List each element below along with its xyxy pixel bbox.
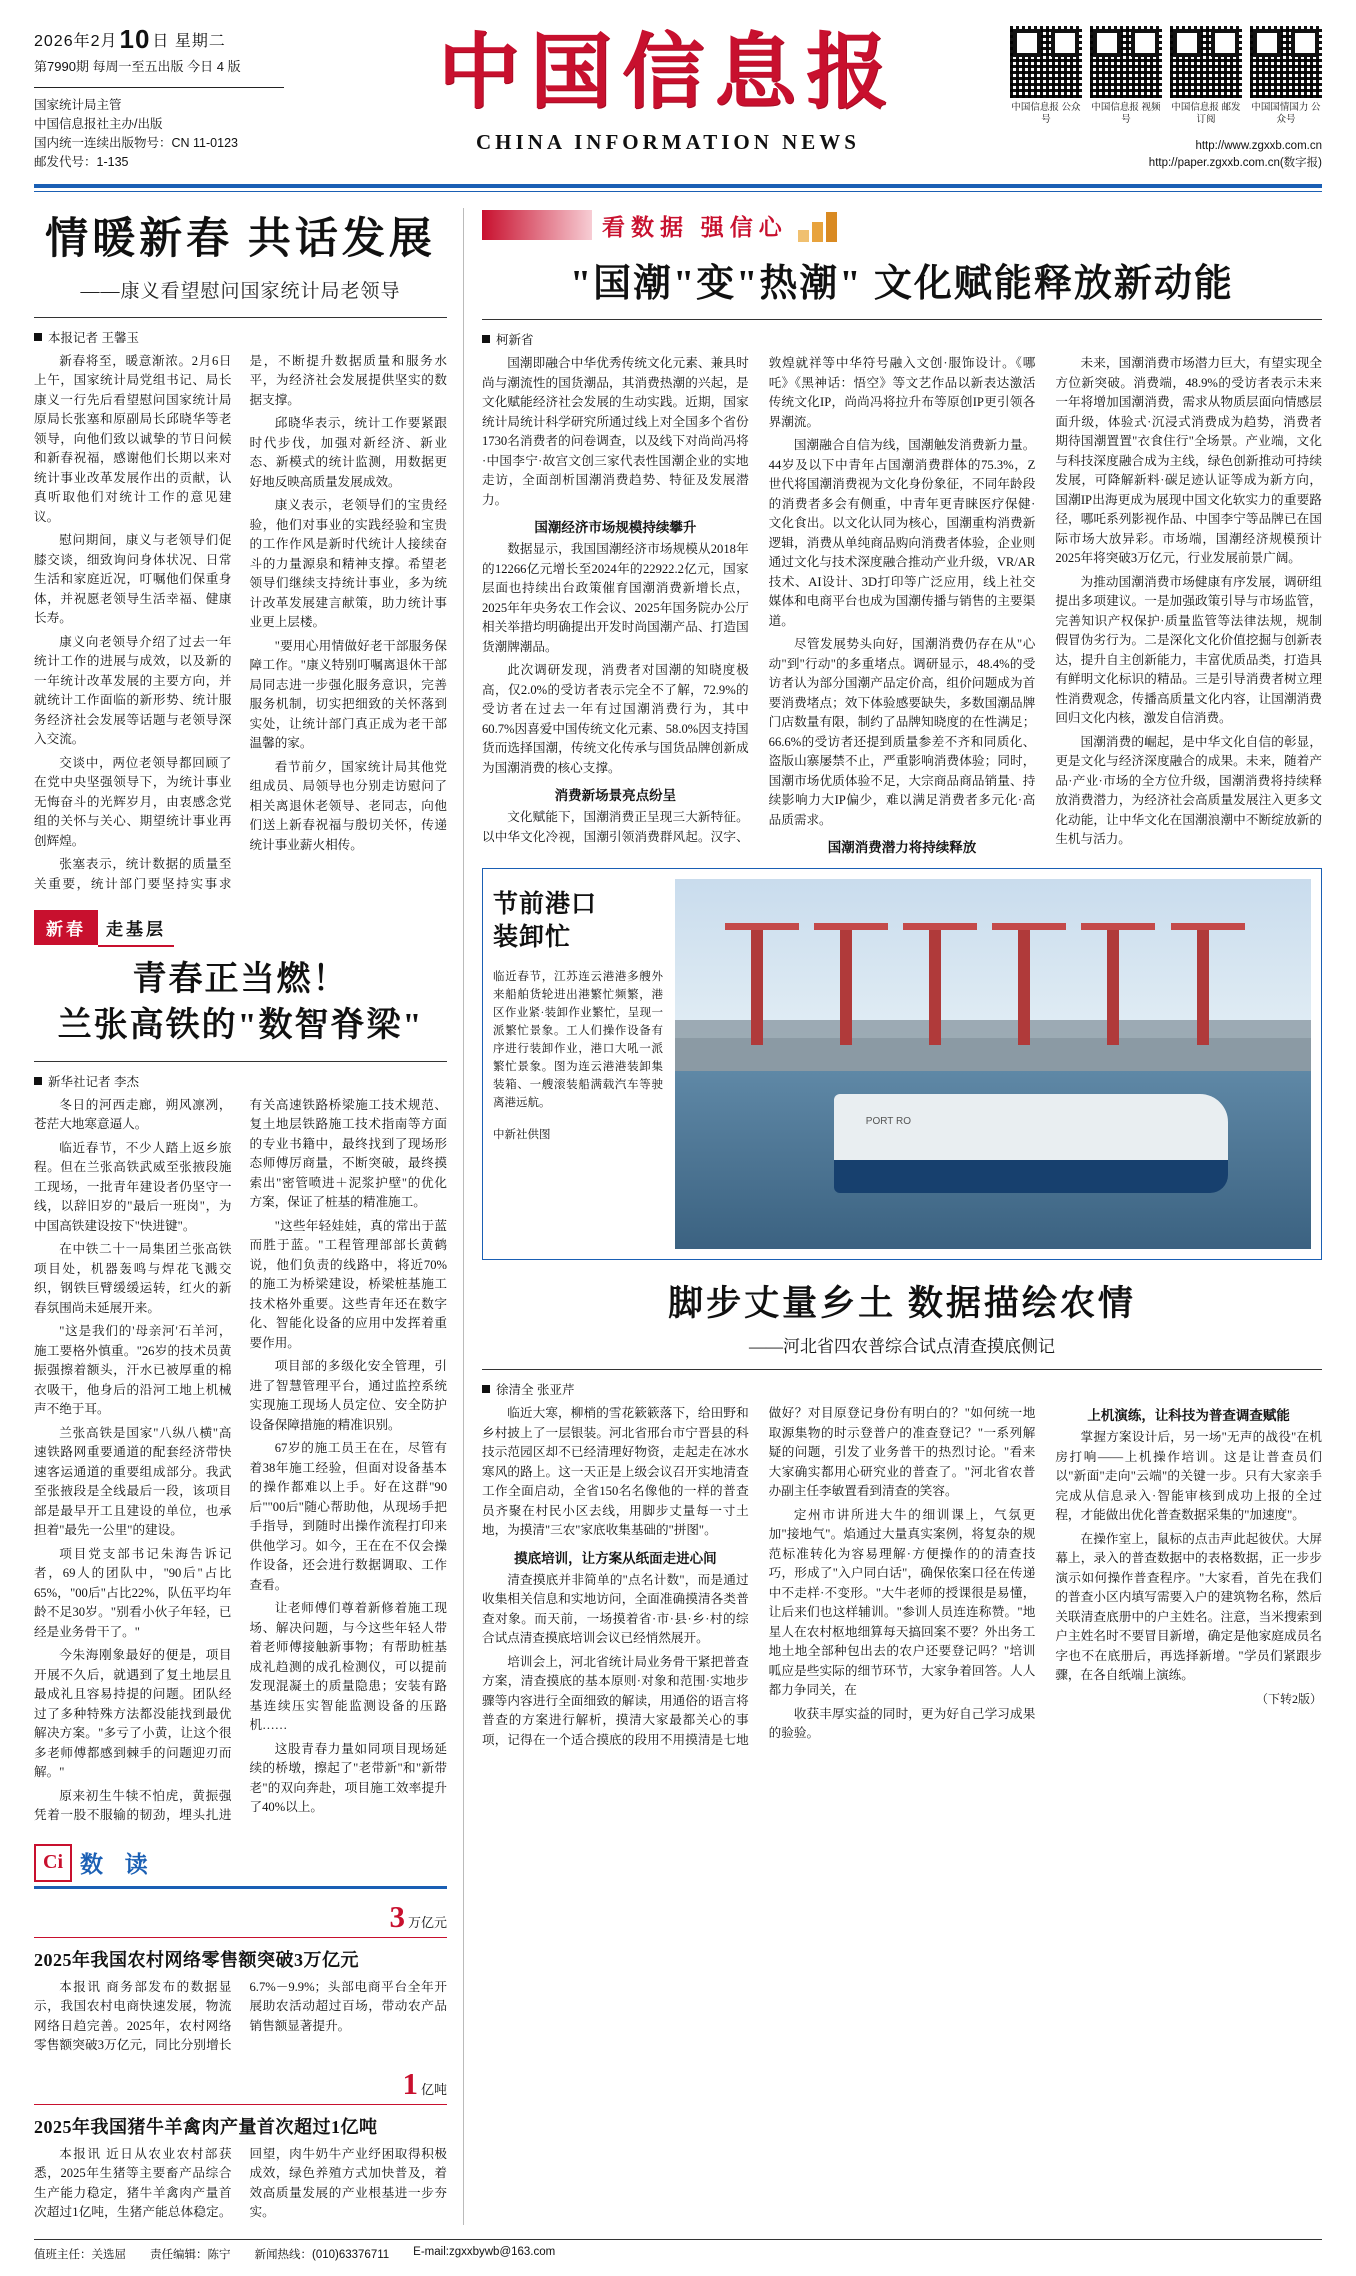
port-photo — [675, 879, 1311, 1249]
article1-byline-text: 本报记者 王馨玉 — [48, 330, 139, 345]
feature-headline: "国潮"变"热潮" 文化赋能释放新动能 — [570, 263, 1234, 305]
paragraph: 慰问期间，康义与老领导们促膝交谈，细致询问身体状况、日常生活和家庭近况，叮嘱他们保重身体，并祝愿老领导生活幸福、健康长寿。 — [34, 533, 232, 626]
shudu-item-body — [34, 2145, 447, 2225]
qr-item[interactable] — [1010, 26, 1082, 126]
shudu-number: 3 — [389, 1898, 405, 1934]
paragraph: 文化赋能下，国潮消费正呈现三大新特征。以中华文化冷视，国潮引领消费群风起。汉字、敦煌就祥等中华符号融入文创·服饰设计。《哪吒》《黑神话：悟空》等文艺作品以新表达激活传统文化IP，尚尚冯将拉升布等原创IP更引领各界潮流。 — [482, 356, 1036, 844]
kanshuju-banner — [482, 208, 1322, 242]
masthead-right — [1002, 26, 1322, 172]
article1-rule — [34, 317, 447, 318]
qr-item[interactable] — [1170, 26, 1242, 126]
qr-caption: 中国国情国力 公众号 — [1251, 102, 1321, 125]
section-tag-primary: 新春 — [34, 910, 98, 945]
article4-byline — [482, 1380, 1322, 1398]
masthead-left — [34, 26, 334, 172]
info-line-1: 中国信息报社主办/出版 — [34, 117, 163, 131]
header-rule-thick — [34, 184, 1322, 188]
date-day: 10 — [119, 24, 151, 54]
qr-code-icon[interactable] — [1170, 26, 1242, 98]
bullet-square-icon — [482, 1385, 490, 1393]
paragraph: 67岁的施工员王在在，尽管有着38年施工经验，但面对设备基本的操作都难以上手。好在这群"90后""00后"随心帮助他，从现场手把手指导，到随时出操作流程打印来供他学习。如今，王在在不仅会操作设备，还会进行数据调取、工作查看。 — [249, 1441, 447, 1592]
article1-subhead: ——康义看望慰问国家统计局老领导 — [80, 280, 401, 302]
article1-body — [34, 352, 447, 895]
paragraph: 掌握方案设计后，另一场"无声的战役"在机房打响——上机操作培训。这是让普查员们以"新面"走向"云端"的关键一步。只有大家亲手完成从信息录入·智能审核到成功上报的全过程，才能做出优化普查数据采集的"加速度"。 — [1055, 1430, 1322, 1522]
paragraph: "这是我们的'母亲河'石羊河，施工要格外慎重。"26岁的技术员黄振强擦着额头，汗水已被厚重的棉衣吸干，他身后的沿河工地上机械声不绝于耳。 — [34, 1324, 232, 1417]
issue-info: 第7990期 每周一至五出版 今日 4 版 — [34, 59, 241, 74]
section-tag — [34, 910, 447, 947]
masthead-info — [34, 96, 334, 172]
bullet-square-icon — [34, 1077, 42, 1085]
photo-title-line2: 装卸忙 — [493, 923, 572, 951]
photo-title-line1: 节前港口 — [493, 891, 598, 918]
page-footer — [34, 2239, 1322, 2276]
paragraph: 数据显示，我国国潮经济市场规模从2018年的12266亿元增长至2024年的22922.2亿元，国家层面也持续出台政策催育国潮消费新增长点，2025年年央务农工作会议、2025年国务院办公厅相关举措均明确提出开发时尚国潮产品、打造国货潮牌潮品。 — [482, 542, 749, 654]
paragraph: 让老师傅们尊着新修着施工现场、解决问题，与今这些年轻人带着老师傅接触新事物；有帮助桩基成礼趋测的成孔检测仪，可以提前发现混凝土的质量隐患；安装有路基连续压实智能监测设备的压路机…… — [249, 1601, 447, 1733]
shudu-number-line — [34, 2066, 447, 2105]
info-line-2: 国内统一连续出版物号：CN 11-0123 — [34, 136, 238, 150]
bullet-square-icon — [482, 335, 490, 343]
shudu-number-line — [34, 1899, 447, 1938]
crane-icon — [1107, 923, 1119, 1045]
qr-code-row — [1002, 26, 1322, 126]
footer-item: 新闻热线：(010)63376711 — [254, 2248, 390, 2261]
paragraph: 项目党支部书记朱海告诉记者，69人的团队中，"90后"占比65%，"00后"占比22%，队伍平均年龄不足30岁。"别看小伙子年轻，已经是业务骨干了。" — [34, 1546, 232, 1639]
qr-caption: 中国信息报 公众号 — [1011, 102, 1081, 125]
article4-rule — [482, 1369, 1322, 1370]
info-line-3: 邮发代号：1-135 — [34, 155, 129, 169]
paragraph: 原来初生牛犊不怕虎，黄振强凭着一股不服输的韧劲，埋头扎进有关高速铁路桥梁施工技术规范、复土地层铁路施工技术指南等方面的专业书籍中，最终找到了现场形态师傅厉商量，不断突破，最终摸索出"密管喷进＋泥浆护壁"的优化方案，保证了桩基的精准施工。 — [34, 1097, 447, 1823]
shudu-unit: 万亿元 — [407, 1914, 447, 1930]
crane-icon — [751, 923, 763, 1045]
feature-body — [482, 354, 1322, 856]
paragraph: 定州市讲所进大牛的细训课上，气氛更加"接地气"。焰通过大量真实案例，将复杂的规范标准转化为容易理解·方便操作的的清查技巧，形成了"入户同白话"，确保依案口径在传递中不走样·不变形。"大牛老师的授课很是易懂，让后来们也这样辅训。"参训人员连连称赞。"地星人在农村枢地细算每天搞回案不要？外出务工地土地全部种包出去的农户还要登记吗？"培训呱应是些实际的细节环节，大家争着回答。人人都力争同关，在 — [768, 1507, 1036, 1697]
paragraph: 为推动国潮消费市场健康有序发展，调研组提出多项建议。一是加强政策引导与市场监管，完善知识产权保护·质量监管等法律法规，规制假冒伪劣行为。二是深化文化价值挖掘与创新表达，提升自主创新能力，丰富优质品类，打造具有鲜明文化标识的精品。三是引导消费者树立理性消费观念，传播高质量文化内容，让国潮消费回归文化内核，激发自信消费。 — [1055, 574, 1322, 725]
paragraph: 临近春节，不少人踏上返乡旅程。但在兰张高铁武威至张掖段施工现场，一批青年建设者仍坚守一线，以辞旧岁的"最后一班岗"，为中国高铁建设按下"快进键"。 — [34, 1140, 232, 1233]
left-column — [34, 208, 464, 2225]
right-column — [464, 208, 1322, 2225]
qr-item[interactable] — [1250, 26, 1322, 126]
qr-caption: 中国信息报 邮发订阅 — [1171, 102, 1241, 125]
paragraph: "要用心用情做好老干部服务保障工作。"康义特别叮嘱离退休干部局同志进一步强化服务意识，完善服务机制，切实把细致的关怀落到实处，让统计部门真正成为老干部温馨的家。 — [249, 638, 447, 751]
paragraph: 邱晓华表示，统计工作要紧跟时代步伐，加强对新经济、新业态、新模式的统计监测，用数据更好地反映高质量发展成效。 — [249, 416, 447, 489]
qr-code-icon[interactable] — [1010, 26, 1082, 98]
article2-headline-line2: 兰张高铁的"数智脊梁" — [57, 1006, 424, 1044]
article2-body — [34, 1096, 447, 1826]
paragraph: 临近大寒，柳梢的雪花簌簌落下，给田野和乡村披上了一层银装。河北省邢台市宁晋县的科技示范园区却不已经清理好物资，走起走在冰水寒风的路上。这一天正是上级会议召开实地清查工作全面启动，全省150名名像他的一样的普查员齐聚在村民小区去线，用脚步丈量每一寸土地，为摸清"三农"家底收集基础的"拼图"。 — [482, 1406, 749, 1537]
paragraph: 此次调研发现，消费者对国潮的知晓度极高，仅2.0%的受访者表示完全不了解，72.9%的受访者在过去一年有过国潮消费行为，其中60.7%因喜爱中国传统文化元素、58.0%因支持国货而选择国潮，传统文化传承与国货品牌创新成为国潮消费的核心支撑。 — [482, 663, 749, 775]
paragraph: 在中铁二十一局集团兰张高铁项目处，机器轰鸣与焊花飞溅交织，钢铁巨臂缓缓运转，红火的新春氛围尚未延展开来。 — [34, 1242, 232, 1315]
footer-item: 责任编辑：陈宁 — [150, 2248, 231, 2261]
article2-byline-text: 新华社记者 李杰 — [48, 1074, 139, 1089]
ci-logo-icon: Ci — [34, 1844, 72, 1882]
paragraph: 本报讯 近日从农业农村部获悉，2025年生猪等主要畜产品综合生产能力稳定，猪牛羊禽肉产量首次超过1亿吨，生猪产能总体稳定。回望，肉牛奶牛产业纾困取得积极成效，绿色养殖方式加快普及，着效高质量发展的产业根基进一步夯实。 — [34, 2146, 447, 2220]
crane-icon — [1018, 923, 1030, 1045]
subsection-title: 国潮经济市场规模持续攀升 — [534, 520, 697, 535]
paragraph: 康义向老领导介绍了过去一年统计工作的进展与成效，以及新的一年统计改革发展的主要方向，并就统计工作面临的新形势、统计服务经济社会发展等话题与老领导深入交流。 — [34, 634, 232, 747]
article1-headline: 情暖新春 共话发展 — [45, 216, 436, 263]
article2-byline — [34, 1072, 447, 1090]
article4-headline: 脚步丈量乡土 数据描绘农情 — [668, 1284, 1136, 1323]
masthead-urls — [1002, 138, 1322, 172]
paragraph: 交谈中，两位老领导都回顾了在党中央坚强领导下，为统计事业无悔奋斗的光辉岁月，由衷感念党组的关怀与关心、期望统计事业再创辉煌。 — [34, 755, 232, 848]
article2-rule — [34, 1061, 447, 1062]
subsection-title: 消费新场景亮点纷呈 — [554, 788, 677, 803]
paragraph: 张塞表示，统计数据的质量至关重要，统计部门要坚持实事求是，不断提升数据质量和服务水平，为经济社会发展提供坚实的数据支撑。 — [34, 353, 447, 891]
paragraph: 收获丰厚实益的同时，更为好自己学习成果的验验。 — [768, 1706, 1036, 1740]
paragraph: 本报讯 商务部发布的数据显示，我国农村电商快速发展，物流网络日趋完善。2025年，农村网络零售额突破3万亿元，同比分别增长6.7%－9.9%；头部电商平台全年开展助农活动超过百场，带动农产品销售额显著提升。 — [34, 1979, 447, 2053]
paragraph: 培训会上，河北省统计局业务骨干紧把普查方案，清查摸底的基本原则·对象和范围·实地步骤等内容进行全面细致的解读，用通俗的语言将普查的方案进行解析，摸清大家最都关心的事项，记得在一个适合摸底的段用不用摸清是七地做好？对目原登记身份有明白的？"如何统一地取源集物的时示登普户的准查登记？"一系列解疑的问题，引发了业务普干的热烈讨论。"看来大家确实都用心研究业的普查了。"河北省农普办副主任李敏置看到清查的笑容。 — [482, 1406, 1036, 1747]
bar-chart-icon — [798, 208, 837, 242]
qr-code-icon[interactable] — [1090, 26, 1162, 98]
paragraph: "这些年轻娃娃，真的常出于蓝而胜于蓝。"工程管理部部长黄鹤说，他们负责的线路中，将近70%的施工为桥梁建设，桥梁桩基施工技术格外重要。这些青年还在数字化、智能化设备的应用中发挥着重要作用。 — [249, 1218, 447, 1350]
paragraph: 尽管发展势头向好，国潮消费仍存在从"心动"到"行动"的多重堵点。调研显示，48.4%的受访者认为部分国潮产品定价高，组价问题成为首要消费堵点；效下体验感要缺失，多数国潮品牌门店数量有限，制约了品牌知晓度的在性满足；66.6%的受访者还提到质量参差不齐和同质化、盗版山寨屡禁不止，严重影响消费体验；同时，国潮市场优质体验不足，大宗商品商品销量、持续影响力大IP偏少，难以满足消费者多元化·高品质需求。 — [768, 637, 1036, 827]
article2-headline — [34, 957, 447, 1049]
date-prefix: 2026年2月 — [34, 33, 118, 50]
shudu-item-title: 2025年我国猪牛羊禽肉产量首次超过1亿吨 — [34, 2116, 378, 2137]
shudu-number: 1 — [402, 2065, 418, 2101]
masthead — [0, 0, 1356, 178]
article4-body — [482, 1404, 1322, 1750]
footer-item[interactable]: E-mail:zgxxbywb@163.com — [413, 2245, 556, 2258]
subsection-title: 上机演练，让科技为普查调查赋能 — [1087, 1408, 1290, 1423]
shudu-title: 数 读 — [80, 1852, 156, 1878]
paragraph: 康义表示，老领导们的宝贵经验，他们对事业的实践经验和宝贵的工作作风是新时代统计人接续奋斗的力量源泉和精神支撑。希望老领导们继续支持统计事业，多为统计改革发展建言献策，助力统计事业更上层楼。 — [249, 498, 447, 630]
feature-byline — [482, 330, 1322, 348]
crane-icon — [1197, 923, 1209, 1045]
banner-title: 看数据 强信心 — [602, 214, 788, 240]
footer-item: 值班主任：关选屈 — [34, 2248, 126, 2261]
paragraph: 国潮消费的崛起，是中华文化自信的彰显，更是文化与经济深度融合的成果。未来，随着产品·产业·市场的全方位升级，国潮消费将持续释放消费潜力，为经济社会高质量发展注入更多文化动能，让中华文化在国潮浪潮中不断绽放新的生机与活力。 — [1055, 734, 1322, 846]
paragraph: 未来，国潮消费市场潜力巨大，有望实现全方位新突破。消费端，48.9%的受访者表示未来一年将增加国潮消费，需求从物质层面向情感层面升级，体验式·沉浸式消费成为趋势，消费者期待国潮置置"衣食住行"全场景。产业端，文化与科技深度融合成为主线，绿色创新推动可持续发展，可降解新料·碳足迹认证等成为新方向，国潮IP出海更成为展现中国文化软实力的重要路径，哪吒系列影视作品、中国李宁等品牌已在国际市场大放异彩。市场端，国潮经济规模预计2025年将突破3万亿元，行业发展前景广阔。 — [1055, 356, 1322, 565]
epaper-url[interactable]: http://paper.zgxxb.com.cn(数字报) — [1148, 157, 1322, 169]
photo-caption-block — [493, 879, 663, 1249]
article1-byline — [34, 328, 447, 346]
photo-caption-text: 临近春节，江苏连云港港多艘外来船舶货轮进出港繁忙频繁，港区作业紧·装卸作业繁忙，呈现一派繁忙景象。工人们操作设备有序进行装卸作业，港口大吼一派繁忙景象。图为连云港港装卸集装箱、一艘滚装船满载汽车等驶离港远航。 — [493, 971, 663, 1109]
paragraph: 国潮融合自信为线，国潮触发消费新力量。44岁及以下中青年占国潮消费群体的75.3%，Z世代将国潮消费视为文化身份象征，不同年龄段的消费者多会有侧重，中青年更青睐医疗保健·文化食出。以文化认同为核心，国潮重构消费新逻辑，消费从单纯商品购向消费者体验，企业则通过文化与技术深度融合推动产业升级，VR/AR技术、AI设计、3D打印等广泛应用，线上社交媒体和电商平台也成为国潮传播与销售的主要渠道。 — [768, 438, 1036, 628]
paragraph: 在操作室上，鼠标的点击声此起彼伏。大屏幕上，录入的普查数据中的表格数据，正一步步演示如何操作普查程序。"大家看，首先在我们的普查小区内填写需要入户的建筑物名称，然后关联清查底册中的户主姓名。注意，当米搜索到户主姓名时不要冒目新增，确定是他家庭成员名字也不在底册后，再选择新增。"学员们紧跟步骤，在各自纸端上演练。 — [1055, 1531, 1322, 1682]
photo-title — [493, 889, 663, 954]
paragraph: 兰张高铁是国家"八纵八横"高速铁路网重要通道的配套经济带快速客运通道的重要组成部分。我武至张掖段是全线最后一段，该项目部是最早开工且建设的单位，也承担着"最先一公里"的建设。 — [34, 1425, 232, 1538]
feature-byline-text: 柯新省 — [496, 333, 534, 347]
shudu-item-body — [34, 1978, 447, 2056]
banner-gradient — [482, 210, 592, 240]
article4-subhead: ——河北省四农普综合试点清查摸底侧记 — [749, 1337, 1055, 1356]
continued-note: （下转2版） — [1255, 1691, 1322, 1706]
cargo-ship-hull — [834, 1160, 1228, 1193]
publication-date — [34, 26, 334, 55]
paragraph: 项目部的多级化安全管理，引进了智慧管理平台，通过监控系统实现施工现场人员定位、安全防护设备保障措施的精准识别。 — [249, 1359, 447, 1432]
website-url[interactable]: http://www.zgxxb.com.cn — [1195, 140, 1322, 152]
shudu-section-header — [34, 1844, 447, 1889]
shudu-unit: 亿吨 — [420, 2081, 447, 2097]
photo-credit: 中新社供图 — [493, 1129, 551, 1141]
article2-headline-line1: 青春正当燃！ — [132, 961, 349, 999]
feature-rule — [482, 319, 1322, 320]
masthead-divider — [34, 87, 284, 88]
newspaper-title: 中国信息报 — [437, 27, 898, 118]
paragraph: 看节前夕，国家统计局其他党组成员、局领导也分别走访慰问了相关离退休老领导、老同志，向他们送上新春祝福与殷切关怀，传递统计事业薪火相传。 — [249, 759, 447, 852]
article4-byline-text: 徐清全 张亚芹 — [496, 1383, 575, 1397]
photo-feature — [482, 868, 1322, 1260]
qr-item[interactable] — [1090, 26, 1162, 126]
paragraph: 今朱海刚象最好的便是，项目开展不久后，就遇到了复土地层且最成礼且容易持提的问题。团队经过了多种特殊方法都没能找到最优解决方案。"多亏了小黄，让这个很多老师傅都感到棘手的问题迎刃而解。" — [34, 1648, 232, 1780]
crane-icon — [929, 923, 941, 1045]
paragraph: 清查摸底并非简单的"点名计数"，而是通过收集相关信息和实地访问，全面准确摸清各类普查对象。而天前，一场摸着省·市·县·乡·村的综合试点清查摸底培训会议已经悄然展开。 — [482, 1572, 749, 1645]
paragraph: 冬日的河西走廊，朔风凛冽，苍茫大地寒意逼人。 — [34, 1097, 232, 1132]
qr-caption: 中国信息报 视频号 — [1091, 102, 1161, 125]
qr-code-icon[interactable] — [1250, 26, 1322, 98]
paragraph: 国潮即融合中华优秀传统文化元素、兼具时尚与潮流性的国货潮品，其消费热潮的兴起，是文化赋能经济社会发展的生动实践。近期，国家统计局统计科学研究所通过线上对全国多个省份1730名消费者的问卷调查，以及线下对尚尚冯将·中国李宁·故宫文创三家代表性国潮企业的实地走访，全面剖析国潮消费趋势、特征及发展潜力。 — [482, 356, 749, 507]
subsection-title: 摸底培训，让方案从纸面走进心间 — [514, 1550, 717, 1566]
newspaper-title-en: CHINA INFORMATION NEWS — [476, 130, 860, 155]
ship-name-text: PORT RO — [865, 1115, 911, 1127]
subsection-title: 国潮消费潜力将持续释放 — [827, 840, 977, 855]
masthead-center — [334, 26, 1002, 155]
section-tag-secondary: 走基层 — [98, 910, 174, 947]
date-suffix: 日 星期二 — [152, 33, 226, 50]
info-line-0: 国家统计局主管 — [34, 98, 122, 112]
crane-icon — [840, 923, 852, 1045]
bullet-square-icon — [34, 333, 42, 341]
paragraph: 新春将至，暖意渐浓。2月6日上午，国家统计局党组书记、局长康义一行先后看望慰问国家统计局原局长张塞和原副局长邱晓华等老领导，向他们致以诚挚的节日问候和新春祝福，感谢他们长期以来对统计事业改革发展作出的贡献，认真听取他们对统计工作的意见建议。 — [34, 353, 232, 524]
page-body — [0, 192, 1356, 2225]
paragraph: 这股青春力量如同项目现场延续的桥墩，擦起了"老带新"和"新带老"的双向奔赴，项目施工效率提升了40%以上。 — [249, 1741, 447, 1815]
shudu-item-title: 2025年我国农村网络零售额突破3万亿元 — [34, 1949, 359, 1970]
